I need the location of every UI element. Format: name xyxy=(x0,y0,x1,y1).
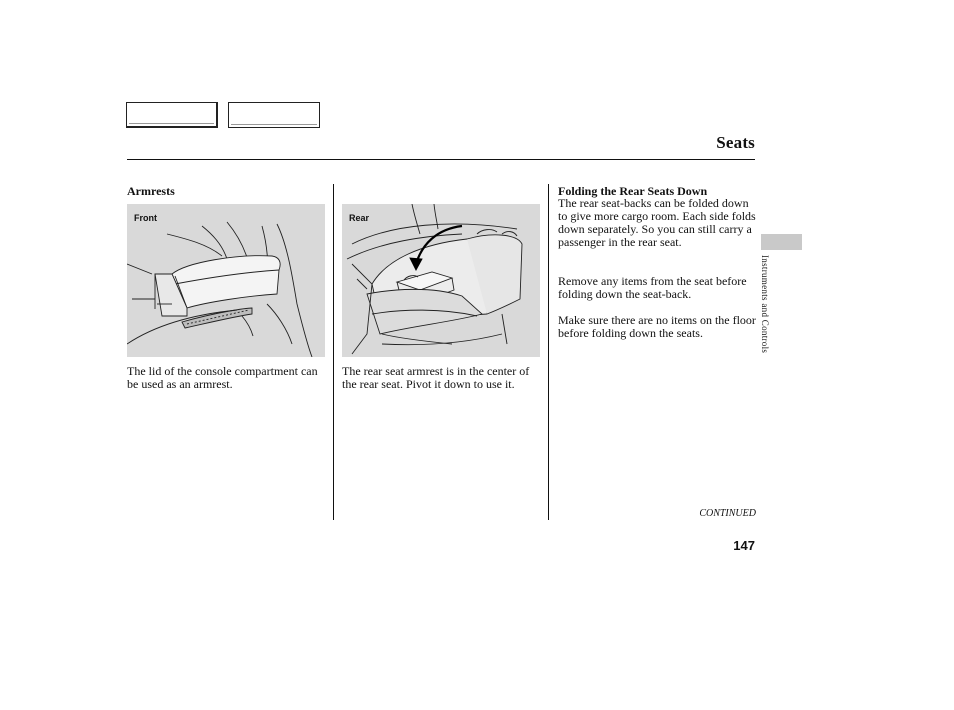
front-armrest-figure xyxy=(127,204,325,357)
page-title: Seats xyxy=(716,133,755,152)
folding-rear-seats-heading: Folding the Rear Seats Down xyxy=(558,184,708,198)
folding-paragraph-1: The rear seat-backs can be folded down to give more cargo room. Each side folds down separately. So you can still carry a passenger in the rear seat. xyxy=(558,196,756,249)
armrests-heading: Armrests xyxy=(127,184,175,198)
front-armrest-text: The lid of the console compartment can be used as an armrest. xyxy=(127,364,318,391)
front-figure-label: Front xyxy=(134,213,157,223)
column-divider-2 xyxy=(548,184,549,520)
header-divider xyxy=(127,159,755,160)
column-divider-1 xyxy=(333,184,334,520)
nav-button-contents[interactable] xyxy=(126,102,218,128)
continued-label: CONTINUED xyxy=(699,508,756,519)
rear-figure-label: Rear xyxy=(349,213,370,223)
nav-button-index[interactable] xyxy=(228,102,320,128)
nav-button-underline xyxy=(129,123,214,124)
rear-armrest-text: The rear seat armrest is in the center of the rear seat. Pivot it down to use it. xyxy=(342,364,530,391)
folding-paragraph-2: Remove any items from the seat before folding down the seat-back. xyxy=(558,274,747,301)
nav-button-underline xyxy=(231,124,317,125)
rear-armrest-illustration xyxy=(342,204,540,357)
front-armrest-illustration xyxy=(127,204,325,357)
page-number: 147 xyxy=(733,538,755,553)
section-tab-label: Instruments and Controls xyxy=(760,255,770,354)
rear-armrest-figure xyxy=(342,204,540,357)
section-tab-marker[interactable] xyxy=(761,234,802,250)
folding-paragraph-3: Make sure there are no items on the floor before folding down the seats. xyxy=(558,313,756,340)
